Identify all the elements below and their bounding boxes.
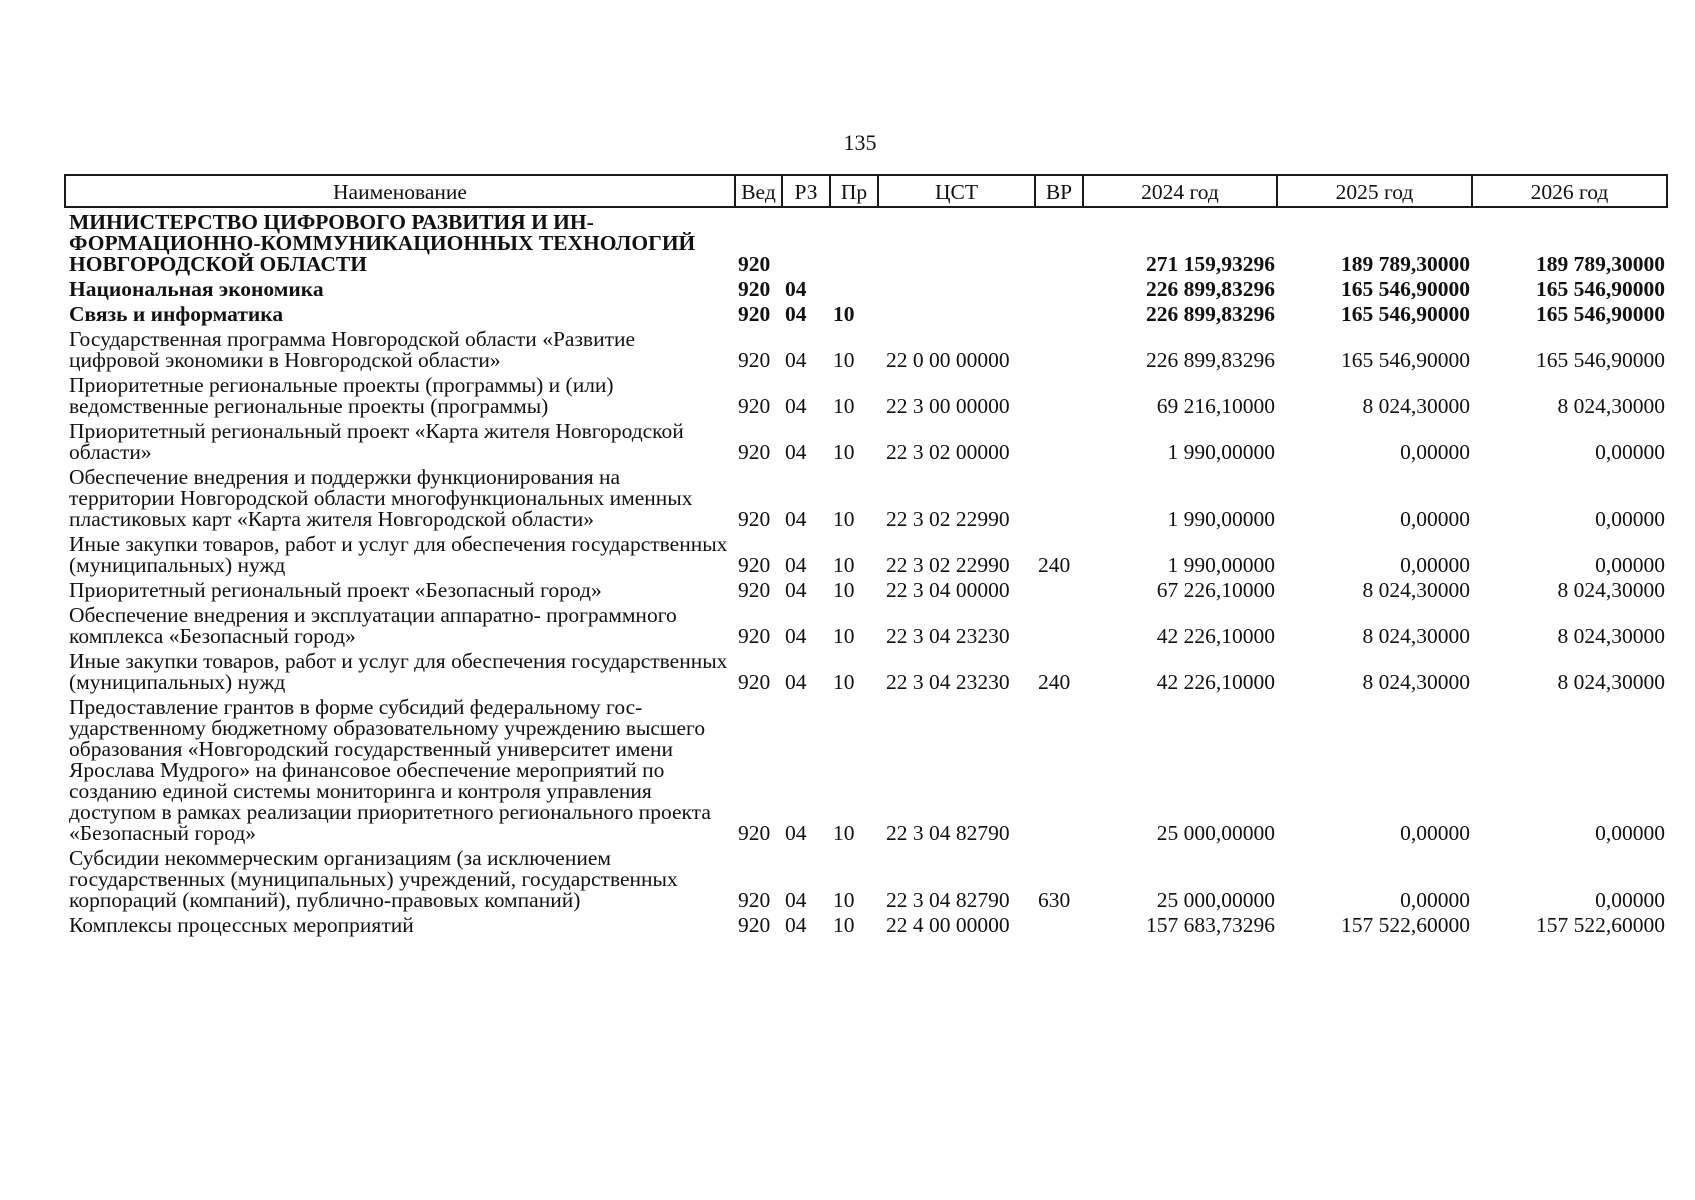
row-2024: 25 000,00000 (1156, 821, 1275, 845)
row-cst: 22 3 00 00000 (886, 394, 1010, 418)
table-row (65, 844, 1667, 911)
row-name: Приоритетный региональный проект «Карта жителя Новгородской области» (69, 419, 684, 464)
row-cst (878, 275, 1035, 300)
table-row (65, 576, 1667, 601)
row-cst: 22 3 04 23230 (886, 670, 1010, 694)
row-rz: 04 (785, 302, 807, 326)
row-vr (1035, 207, 1083, 275)
row-ved: 920 (738, 302, 771, 326)
row-vr (1035, 300, 1083, 325)
table-row (65, 530, 1667, 576)
row-pr (830, 207, 878, 275)
row-ved: 920 (738, 913, 771, 937)
row-name: Национальная экономика (69, 277, 324, 301)
row-2024: 1 990,00000 (1167, 440, 1275, 464)
row-rz: 04 (785, 348, 807, 372)
row-ved: 920 (738, 624, 771, 648)
row-name: Субсидии некоммерческим организациям (за исключением государственных (муниципальных) учреждений, государственных корпораций (компаний), публично-правовых компаний) (69, 846, 678, 912)
row-2025: 0,00000 (1400, 553, 1470, 577)
row-pr: 10 (833, 507, 855, 531)
row-name: Иные закупки товаров, работ и услуг для обеспечения государственных (муниципальных) нужд (69, 532, 728, 577)
table-row (65, 601, 1667, 647)
row-rz: 04 (785, 821, 807, 845)
row-ved: 920 (738, 252, 771, 276)
row-name: Иные закупки товаров, работ и услуг для обеспечения государственных (муниципальных) нужд (69, 649, 728, 694)
row-rz: 04 (785, 440, 807, 464)
row-pr: 10 (833, 394, 855, 418)
row-pr: 10 (833, 913, 855, 937)
row-vr (1035, 601, 1083, 647)
row-ved: 920 (738, 507, 771, 531)
row-vr: 630 (1038, 888, 1071, 912)
row-2026: 0,00000 (1595, 821, 1665, 845)
row-2024: 157 683,73296 (1146, 913, 1275, 937)
row-ved: 920 (738, 553, 771, 577)
row-vr (1035, 463, 1083, 530)
row-2025: 165 546,90000 (1341, 277, 1470, 301)
row-2024: 226 899,83296 (1146, 302, 1275, 326)
budget-table (64, 174, 1668, 936)
table-row (65, 300, 1667, 325)
row-vr (1035, 371, 1083, 417)
row-rz: 04 (785, 394, 807, 418)
row-ved: 920 (738, 277, 771, 301)
row-vr (1035, 325, 1083, 371)
row-2026: 0,00000 (1595, 888, 1665, 912)
row-ved: 920 (738, 888, 771, 912)
row-pr: 10 (833, 624, 855, 648)
row-2026: 157 522,60000 (1536, 913, 1665, 937)
row-name: Приоритетный региональный проект «Безопасный город» (69, 578, 602, 602)
row-pr: 10 (833, 578, 855, 602)
row-cst: 22 3 04 82790 (886, 821, 1010, 845)
row-rz: 04 (785, 624, 807, 648)
header-ved: Вед (735, 175, 782, 207)
header-pr: Пр (830, 175, 878, 207)
row-name: МИНИСТЕРСТВО ЦИФРОВОГО РАЗВИТИЯ И ИНФОРМАЦИОННО-КОММУНИКАЦИОННЫХ ТЕХНОЛОГИЙ НОВГОРОДСКОЙ ОБЛАСТИ (69, 210, 696, 276)
row-pr: 10 (833, 888, 855, 912)
row-pr: 10 (833, 821, 855, 845)
row-pr: 10 (833, 670, 855, 694)
row-2024: 226 899,83296 (1146, 277, 1275, 301)
row-2025: 165 546,90000 (1341, 348, 1470, 372)
header-2024: 2024 год (1083, 175, 1277, 207)
row-vr: 240 (1038, 553, 1071, 577)
row-2025: 157 522,60000 (1341, 913, 1470, 937)
table-row (65, 275, 1667, 300)
row-name: Комплексы процессных мероприятий (69, 913, 414, 937)
row-cst (878, 207, 1035, 275)
row-2026: 0,00000 (1595, 507, 1665, 531)
row-2026: 189 789,30000 (1536, 252, 1665, 276)
table-row (65, 911, 1667, 936)
row-2025: 0,00000 (1400, 821, 1470, 845)
row-cst: 22 0 00 00000 (886, 348, 1010, 372)
row-ved: 920 (738, 821, 771, 845)
row-2025: 8 024,30000 (1362, 578, 1470, 602)
row-name: Государственная программа Новгородской области «Развитие цифровой экономики в Новгородской области» (69, 327, 636, 372)
row-pr: 10 (833, 553, 855, 577)
row-name: Связь и информатика (69, 302, 284, 326)
row-2026: 165 546,90000 (1536, 302, 1665, 326)
row-name: Обеспечение внедрения и поддержки функционирования на территории Новгородской области многофункциональных именных пластиковых карт «Карта жителя Новгородской области» (69, 465, 693, 531)
row-cst: 22 3 04 82790 (886, 888, 1010, 912)
row-vr: 240 (1038, 670, 1071, 694)
row-cst: 22 3 02 22990 (886, 507, 1010, 531)
row-name: Обеспечение внедрения и эксплуатации аппаратно- программного комплекса «Безопасный город» (69, 603, 677, 648)
table-row (65, 325, 1667, 371)
row-2025: 165 546,90000 (1341, 302, 1470, 326)
header-2025: 2025 год (1277, 175, 1472, 207)
row-pr (830, 275, 878, 300)
row-name: Предоставление грантов в форме субсидий федеральному государственному бюджетному образовательному учреждению высшего образования «Новгородский государственный университет имени Ярослава Мудрого» на финансовое обеспечение мероприятий по созданию единой системы мониторинга и контроля управления доступом в рамках реализации приоритетного регионального проекта «Безопасный город» (69, 695, 711, 845)
row-vr (1035, 576, 1083, 601)
row-ved: 920 (738, 348, 771, 372)
row-2024: 1 990,00000 (1167, 553, 1275, 577)
row-vr (1035, 693, 1083, 844)
row-2026: 8 024,30000 (1557, 670, 1665, 694)
row-2026: 165 546,90000 (1536, 277, 1665, 301)
row-rz: 04 (785, 277, 807, 301)
row-2024: 271 159,93296 (1146, 252, 1275, 276)
header-name: Наименование (65, 175, 735, 207)
row-2024: 226 899,83296 (1146, 348, 1275, 372)
table-row (65, 693, 1667, 844)
row-ved: 920 (738, 578, 771, 602)
row-rz: 04 (785, 507, 807, 531)
row-cst (878, 300, 1035, 325)
row-cst: 22 3 02 00000 (886, 440, 1010, 464)
row-pr: 10 (833, 348, 855, 372)
row-2025: 0,00000 (1400, 440, 1470, 464)
row-2026: 8 024,30000 (1557, 578, 1665, 602)
table-row (65, 647, 1667, 693)
table-row (65, 371, 1667, 417)
row-2024: 1 990,00000 (1167, 507, 1275, 531)
row-2025: 8 024,30000 (1362, 670, 1470, 694)
row-cst: 22 3 04 00000 (886, 578, 1010, 602)
row-vr (1035, 911, 1083, 936)
row-2025: 8 024,30000 (1362, 394, 1470, 418)
row-ved: 920 (738, 394, 771, 418)
row-2024: 42 226,10000 (1156, 624, 1275, 648)
table-row (65, 463, 1667, 530)
row-rz: 04 (785, 913, 807, 937)
table-row (65, 417, 1667, 463)
row-2024: 69 216,10000 (1156, 394, 1275, 418)
row-vr (1035, 275, 1083, 300)
page-number: 135 (843, 130, 877, 155)
row-cst: 22 4 00 00000 (886, 913, 1010, 937)
row-vr (1035, 417, 1083, 463)
row-2025: 8 024,30000 (1362, 624, 1470, 648)
row-rz: 04 (785, 888, 807, 912)
row-rz: 04 (785, 670, 807, 694)
row-2026: 8 024,30000 (1557, 624, 1665, 648)
row-2026: 8 024,30000 (1557, 394, 1665, 418)
row-ved: 920 (738, 670, 771, 694)
header-2026: 2026 год (1472, 175, 1667, 207)
row-2026: 0,00000 (1595, 553, 1665, 577)
row-rz: 04 (785, 553, 807, 577)
table-body (65, 207, 1667, 936)
header-rz: РЗ (782, 175, 830, 207)
row-rz (782, 207, 830, 275)
row-2025: 0,00000 (1400, 507, 1470, 531)
row-2024: 67 226,10000 (1156, 578, 1275, 602)
header-vr: ВР (1035, 175, 1083, 207)
table-header (65, 175, 1667, 207)
header-cst: ЦСТ (878, 175, 1035, 207)
row-cst: 22 3 02 22990 (886, 553, 1010, 577)
row-2026: 165 546,90000 (1536, 348, 1665, 372)
row-pr: 10 (833, 440, 855, 464)
table-row (65, 207, 1667, 275)
row-ved: 920 (738, 440, 771, 464)
row-2024: 25 000,00000 (1156, 888, 1275, 912)
row-pr: 10 (833, 302, 855, 326)
row-rz: 04 (785, 578, 807, 602)
row-name: Приоритетные региональные проекты (программы) и (или) ведомственные региональные проекты (программы) (69, 373, 614, 418)
row-2025: 189 789,30000 (1341, 252, 1470, 276)
row-2026: 0,00000 (1595, 440, 1665, 464)
row-cst: 22 3 04 23230 (886, 624, 1010, 648)
row-2024: 42 226,10000 (1156, 670, 1275, 694)
row-2025: 0,00000 (1400, 888, 1470, 912)
